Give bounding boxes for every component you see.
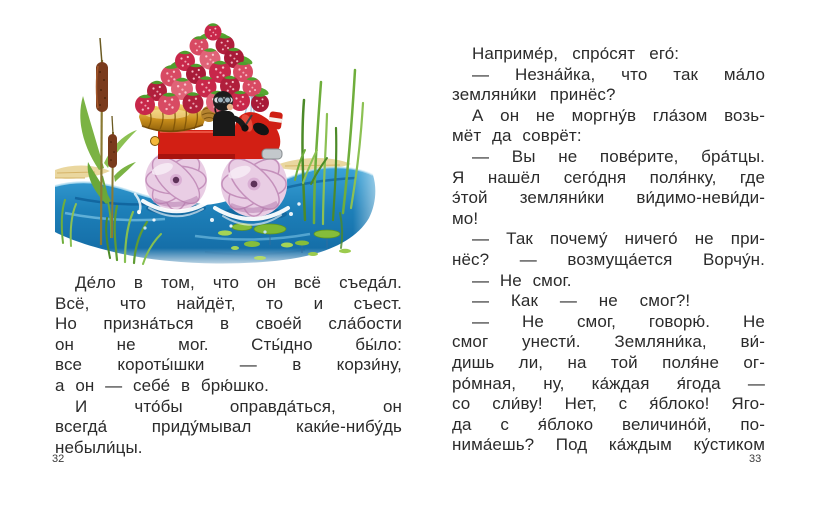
text-line: Я нашёл сего́дня поля́нку, где [452, 167, 765, 187]
page-number-right: 33 [749, 453, 762, 465]
right-page-text [452, 44, 765, 456]
text-line: нёс? — возмуща́ется Ворчу́н. [452, 249, 765, 269]
text-line: Но призна́ться в свое́й сла́бости [55, 314, 402, 334]
text-line: а он — себе́ в брю́шко. [55, 375, 269, 395]
text-line: нима́ешь? Под ка́ждым ку́стиком [452, 435, 765, 455]
text-line: э́той земляни́ки ви́димо-неви́ди- [452, 188, 765, 208]
text-line: — Вы не пове́рите, бра́тцы. [472, 146, 765, 166]
text-line: — Не смог. [472, 270, 572, 290]
text-line: дишь ли, на той поля́не ог- [452, 352, 765, 372]
text-line: — Так почему́ ничего́ не при- [472, 229, 765, 249]
text-line: земляни́ки принёс? [452, 85, 616, 105]
text-line: мо! [452, 208, 479, 228]
headlight [151, 137, 160, 146]
text-line: ро́мная, ну, ка́ждая я́года — [452, 373, 765, 393]
illustration-strawberry-car [55, 8, 400, 270]
text-line: мёт да соврёт: [452, 126, 582, 146]
text-line: смог унести́. Земляни́ка, ви́- [452, 332, 765, 352]
text-line: — Как — не смог?! [472, 291, 691, 311]
text-line: Де́ло в том, что он всё съеда́л. [75, 273, 402, 292]
text-line: небыли́цы. [55, 437, 143, 457]
text-line: Всё, что найдёт, то и съест. [55, 293, 402, 313]
text-line: все короты́шки — в корзи́ну, [55, 355, 402, 375]
strawberry-pile [135, 23, 270, 115]
text-line: всегда́ приду́мывал каки́е-нибу́дь [55, 417, 402, 437]
text-line: он не мог. Сты́дно бы́ло: [55, 334, 402, 354]
bumper [262, 149, 282, 159]
text-line: со сли́ву! Нет, с я́блоко! Яго- [452, 394, 765, 414]
text-line: — Незна́йка, что так ма́ло [472, 64, 765, 84]
text-line: — Не смог, говорю́. Не [472, 311, 765, 331]
text-line: да с я́блоко величино́й, по- [452, 414, 765, 434]
page-number-left: 32 [52, 453, 65, 465]
face [227, 104, 233, 110]
left-page-text [55, 273, 402, 458]
text-line: Наприме́р, спро́сят его́: [472, 44, 680, 63]
text-line: И что́бы оправда́ться, он [75, 396, 402, 416]
tail-lamp [268, 111, 283, 130]
text-line: А он не моргну́в гла́зом возь- [472, 105, 765, 125]
